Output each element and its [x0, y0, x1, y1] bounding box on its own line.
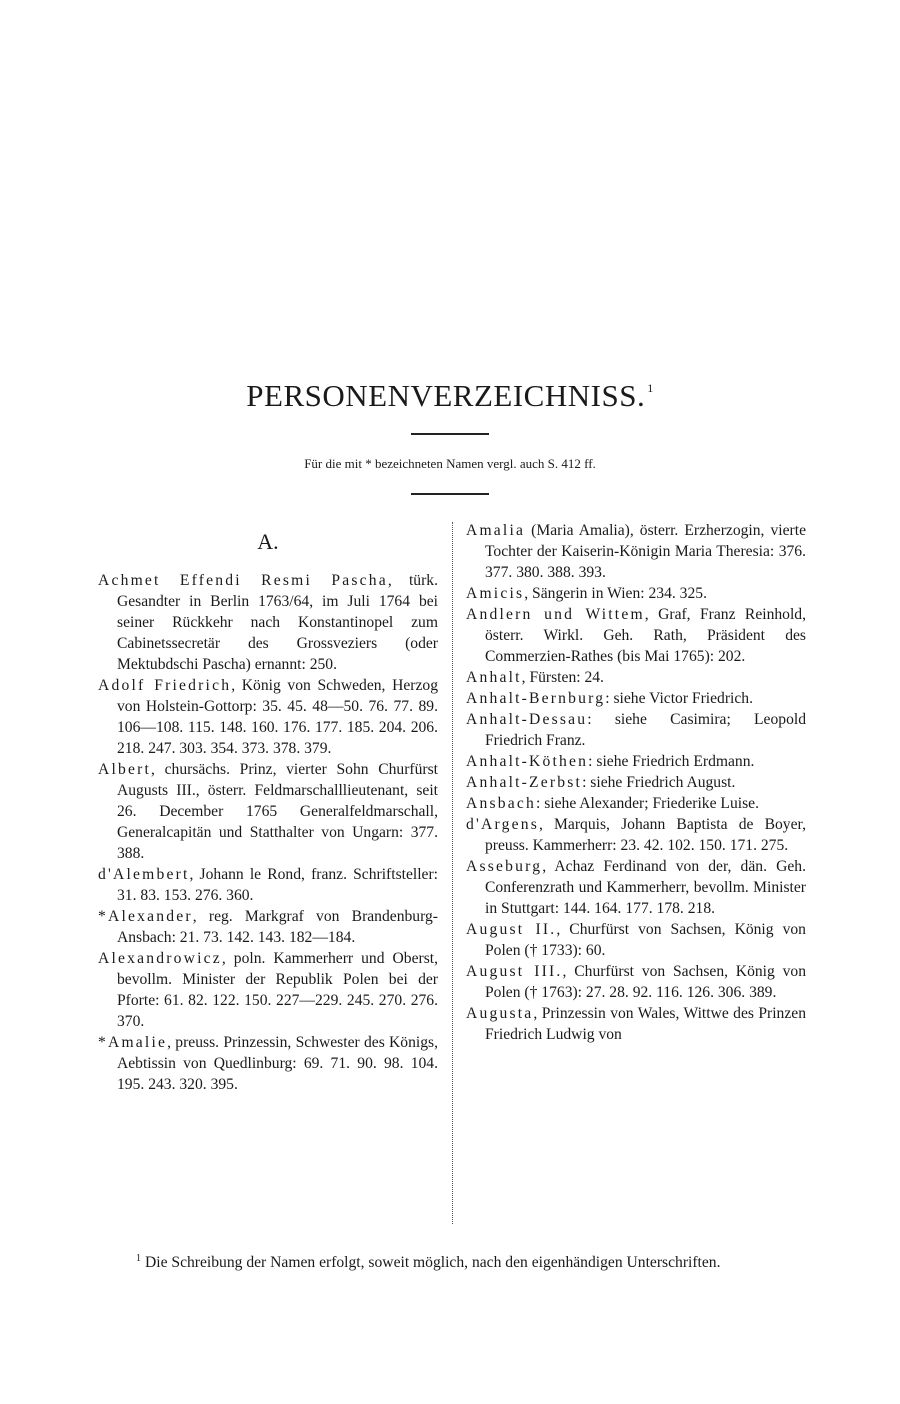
entry-text: , Sängerin in Wien: 234. 325.: [524, 585, 707, 602]
entry-text: : siehe Victor Friedrich.: [605, 690, 753, 707]
entry-name: Andlern und Wittem: [466, 606, 645, 623]
entry-name: Achmet Effendi Resmi Pascha: [98, 572, 388, 589]
entry-text: , Churfürst von Sachsen, König von Polen († 1763): 27. 28. 92. 116. 126. 306. 389.: [485, 963, 806, 1001]
entry-text: , König von Schweden, Herzog von Holstein-Gottorp: 35. 45. 48—50. 76. 77. 89. 106—108. 115. 148. 160. 176. 177. 185. 204. 206. 218. 247. 303. 354. 373. 378. 379.: [117, 677, 438, 757]
index-entry: [98, 1032, 438, 1095]
footnote-marker: 1: [647, 381, 654, 395]
index-entry: [98, 570, 438, 675]
footnote-number: 1: [136, 1253, 141, 1264]
index-entry: [466, 856, 806, 919]
entry-name: Anhalt-Dessau: [466, 711, 588, 728]
column-divider: [452, 522, 453, 1224]
entry-text: , Fürsten: 24.: [521, 669, 604, 686]
entry-text: , Prinzessin von Wales, Wittwe des Prinzen Friedrich Ludwig von: [485, 1005, 806, 1043]
entry-name: *Amalie: [98, 1034, 168, 1051]
index-entry: [466, 772, 806, 793]
entry-text: , Achaz Ferdinand von der, dän. Geh. Conferenzrath und Kammerherr, bevollm. Minister in Stuttgart: 144. 164. 177. 178. 218.: [485, 858, 806, 917]
entry-name: Anhalt-Köthen: [466, 753, 589, 770]
entry-text: (Maria Amalia), österr. Erzherzogin, vierte Tochter der Kaiserin-Königin Maria Theresia: 376. 377. 380. 388. 393.: [485, 522, 806, 581]
entry-text: , reg. Markgraf von Brandenburg-Ansbach: 21. 73. 142. 143. 182—184.: [117, 908, 438, 946]
index-entry: [466, 583, 806, 604]
entry-name: Amalia: [466, 522, 526, 539]
index-entry: [466, 814, 806, 856]
entry-text: , Churfürst von Sachsen, König von Polen († 1733): 60.: [485, 921, 806, 959]
index-column-right: [466, 520, 806, 1045]
entry-list-left: [98, 570, 438, 1095]
entry-text: : siehe Friedrich Erdmann.: [588, 753, 755, 770]
entry-name: Alexandrowicz: [98, 950, 222, 967]
entry-text: , Marquis, Johann Baptista de Boyer, preuss. Kammerherr: 23. 42. 102. 150. 171. 275.: [485, 816, 806, 854]
index-entry: [466, 919, 806, 961]
index-column-left: [98, 520, 438, 1095]
index-entry: [466, 709, 806, 751]
index-entry: [466, 688, 806, 709]
entry-list-right: [466, 520, 806, 1045]
index-entry: [98, 906, 438, 948]
entry-name: Anhalt-Zerbst: [466, 774, 583, 791]
index-entry: [466, 793, 806, 814]
index-entry: [466, 961, 806, 1003]
entry-name: d'Alembert: [98, 866, 190, 883]
entry-name: Amicis: [466, 585, 525, 602]
entry-name: d'Argens: [466, 816, 539, 833]
index-entry: [98, 948, 438, 1032]
entry-text: , Graf, Franz Reinhold, österr. Wirkl. Geh. Rath, Präsident des Commerzien-Rathes (bis Mai 1765): 202.: [485, 606, 807, 665]
entry-name: Anhalt-Bernburg: [466, 690, 606, 707]
entry-text: , poln. Kammerherr und Oberst, bevollm. Minister der Republik Polen bei der Pforte: 61. 82. 122. 150. 227—229. 245. 270. 276. 370.: [117, 950, 438, 1030]
entry-name: Albert: [98, 761, 152, 778]
entry-name: August II.: [466, 921, 557, 938]
entry-name: August III.: [466, 963, 563, 980]
entry-text: , preuss. Prinzessin, Schwester des Königs, Aebtissin von Quedlinburg: 69. 71. 90. 98. 104. 195. 243. 320. 395.: [117, 1034, 438, 1093]
entry-text: , chursächs. Prinz, vierter Sohn Churfürst Augusts III., österr. Feldmarschalllieutenant, seit 26. December 1765 Generalfeldmarschall, Generalcapitän und Statthalter von Ungarn: 377. 388.: [117, 761, 438, 862]
title-divider: [411, 433, 489, 435]
entry-text: : siehe Friedrich August.: [582, 774, 736, 791]
entry-name: Asseburg: [466, 858, 543, 875]
entry-name: Augusta: [466, 1005, 534, 1022]
index-entry: [98, 759, 438, 864]
note-divider: [411, 493, 489, 495]
entry-name: Ansbach: [466, 795, 536, 812]
index-entry: [466, 604, 806, 667]
entry-name: Anhalt: [466, 669, 522, 686]
index-entry: [466, 667, 806, 688]
index-entry: [98, 864, 438, 906]
reference-note: Für die mit * bezeichneten Namen vergl. auch S. 412 ff.: [304, 456, 596, 471]
footnote-text: Die Schreibung der Namen erfolgt, soweit möglich, nach den eigenhändigen Unterschriften.: [145, 1254, 721, 1271]
entry-name: *Alexander: [98, 908, 193, 925]
index-entry: [466, 1003, 806, 1045]
entry-text: , türk. Gesandter in Berlin 1763/64, im Juli 1764 bei seiner Rückkehr nach Konstantinopel zum Cabinetssecretär des Grossveziers (oder Mektubdschi Pascha) ernannt: 250.: [117, 572, 438, 673]
footnote: [96, 1248, 806, 1273]
entry-name: Adolf Friedrich: [98, 677, 232, 694]
entry-text: : siehe Alexander; Friederike Luise.: [535, 795, 759, 812]
entry-text: , Johann le Rond, franz. Schriftsteller: 31. 83. 153. 276. 360.: [117, 866, 438, 904]
entry-text: : siehe Casimira; Leopold Friedrich Franz.: [485, 711, 806, 749]
index-entry: [466, 751, 806, 772]
section-letter: A.: [257, 529, 279, 554]
page-title: PERSONENVERZEICHNISS. $^1$: [246, 378, 654, 413]
index-entry: [98, 675, 438, 759]
index-entry: [466, 520, 806, 583]
